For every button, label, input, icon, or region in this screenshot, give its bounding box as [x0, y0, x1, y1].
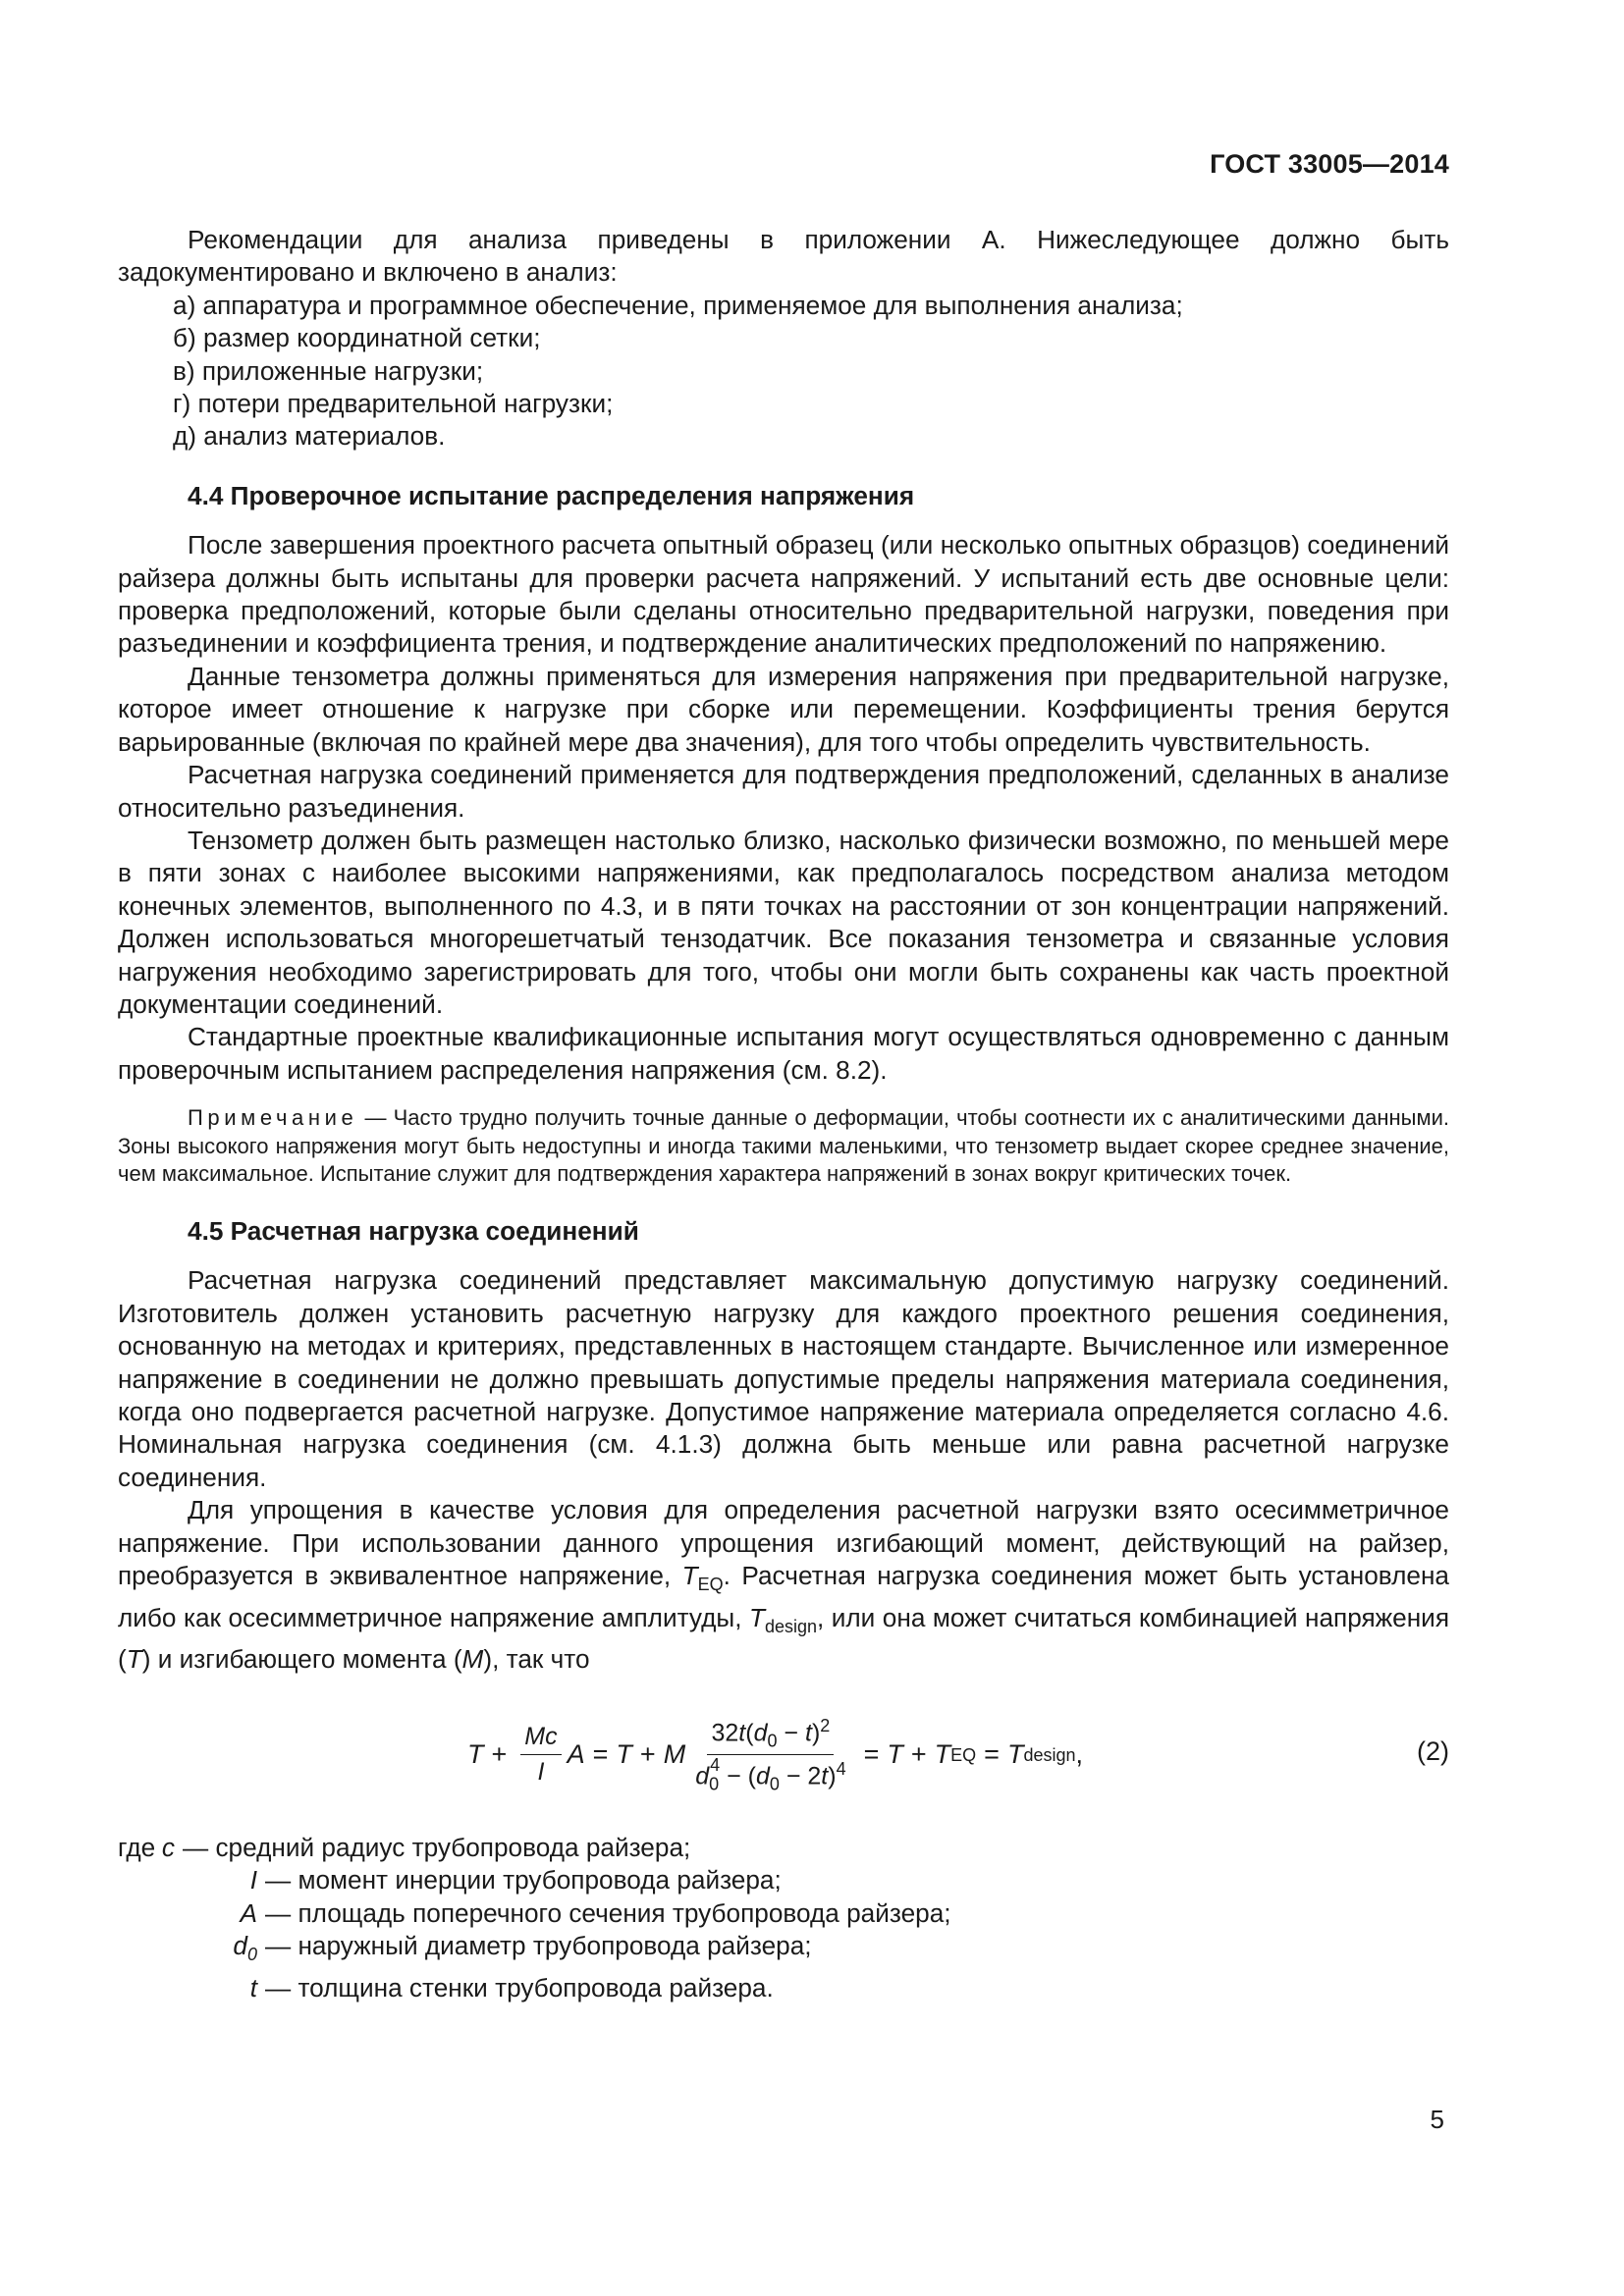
- note-label: Примечание: [188, 1105, 358, 1131]
- where-label: где: [118, 1832, 156, 1862]
- note-text: — Часто трудно получить точные данные о деформации, чтобы соотнести их с аналитическими данными. Зоны высокого напряжения могут быть недоступны и иногда такими маленькими, что тензометр выдает скорее среднее значение, чем максимальное. Испытание служит для подтверждения характера напряжений в зонах вокруг критических точек.: [118, 1105, 1449, 1187]
- symbol-description: — площадь поперечного сечения трубопровода райзера;: [265, 1897, 951, 1928]
- symbol-name: c: [161, 1832, 175, 1862]
- symbol-description: — момент инерции трубопровода райзера;: [265, 1865, 782, 1896]
- list-item: а) аппаратура и программное обеспечение, применяемое для выполнения анализа;: [173, 290, 1183, 320]
- intro-paragraph: Рекомендации для анализа приведены в приложении А. Нижеследующее должно быть задокументировано и включено в анализ:: [118, 225, 1449, 288]
- note-paragraph: [118, 1104, 1449, 1189]
- symbol-row: [118, 1832, 1449, 1864]
- standard-code-header: ГОСТ 33005—2014: [1210, 149, 1449, 179]
- fraction-bending-term: $\frac{32t(d_0 - t)^2}{d_0^4 - (d_0 - 2t)^4}$: [695, 1715, 846, 1794]
- list-item: д) анализ материалов.: [173, 421, 446, 452]
- section-4-4-paragraph: Данные тензометра должны применяться для измерения напряжения при предварительной нагрузке, которое имеет отношение к нагрузке при сборке или перемещении. Коэффициенты трения берутся варьированные (включая по крайней мере два значения), для того чтобы определить чувствительность.: [118, 661, 1449, 757]
- symbol-description: — средний радиус трубопровода райзера;: [183, 1832, 691, 1862]
- symbol-name: $d_0$: [233, 1930, 257, 1965]
- fraction-mc-over-i: $\frac{Mc}{I}$: [520, 1725, 561, 1785]
- symbol-row: [118, 1897, 1449, 1930]
- page-content: [118, 224, 1449, 2004]
- section-4-4-heading: 4.4 Проверочное испытание распределения напряжения: [188, 480, 915, 510]
- section-4-4-paragraph: Тензометр должен быть размещен настолько близко, насколько физически возможно, по меньшей мере в пяти зонах с наиболее высокими напряжениями, как предполагалось посредством анализа методом конечных элементов, выполненного по 4.3, и в пяти точках на расстоянии от зон концентрации напряжений. Должен использоваться многорешетчатый тензодатчик. Все показания тензометра и связанные условия нагружения необходимо зарегистрировать для того, чтобы они могли быть сохранены как часть проектной документации соединений.: [118, 825, 1449, 1019]
- symbol-row: [118, 1864, 1449, 1896]
- symbol-legend: [118, 1832, 1449, 2004]
- section-4-4-paragraph: Расчетная нагрузка соединений применяется для подтверждения предположений, сделанных в анализе относительно разъединения.: [118, 760, 1449, 823]
- symbol-name: t: [249, 1972, 257, 2002]
- list-item: в) приложенные нагрузки;: [173, 355, 484, 386]
- list-item: б) размер координатной сетки;: [173, 323, 541, 353]
- section-4-5-paragraph-with-symbols: Для упрощения в качестве условия для определения расчетной нагрузки взято осесимметричное напряжение. При использовании данного упрощения изгибающий момент, действующий на райзер, преобразуется в эквивалентное напряжение, $T_{EQ}$. Расчетная нагрузка соединения может быть установлена либо как осесимметричное напряжение амплитуды, $T_{design}$, или она может считаться комбинацией напряжения (T) и изгибающего момента (M), так что: [118, 1495, 1449, 1675]
- section-4-5-heading: 4.5 Расчетная нагрузка соединений: [188, 1215, 639, 1246]
- page-number: 5: [1430, 2105, 1444, 2134]
- symbol-name: I: [249, 1865, 257, 1896]
- section-4-4-paragraph: После завершения проектного расчета опытный образец (или несколько опытных образцов) соединений райзера должны быть испытаны для проверки расчета напряжений. У испытаний есть две основные цели: проверка предположений, которые были сделаны относительно предварительной нагрузки, поведения при разъединении и коэффициента трения, и подтверждение аналитических предположений по напряжению.: [118, 530, 1449, 659]
- symbol-name: A: [240, 1897, 257, 1928]
- equation-body: T + $\frac{Mc}{I}$ A = T + M $\frac{32t(d_0 - t)^2}{d_0^4 - (d_0 - 2t)^4}$ = T + T EQ = T design ,: [467, 1715, 1083, 1794]
- section-4-5-paragraph: Расчетная нагрузка соединений представляет максимальную допустимую нагрузку соединений. Изготовитель должен установить расчетную нагрузку для каждого проектного решения соединения, основанную на методах и критериях, представленных в настоящем стандарте. Вычисленное или измеренное напряжение в соединении не должно превышать допустимые пределы напряжения материала соединения, когда оно подвергается расчетной нагрузке. Допустимое напряжение материала определяется согласно 4.6. Номинальная нагрузка соединения (см. 4.1.3) должна быть меньше или равна расчетной нагрузке соединения.: [118, 1265, 1449, 1492]
- symbol-row: [118, 1972, 1449, 2004]
- equation-2: [118, 1700, 1449, 1808]
- symbol-description: — толщина стенки трубопровода райзера.: [265, 1972, 774, 2002]
- equation-number: (2): [1417, 1735, 1449, 1766]
- list-item: г) потери предварительной нагрузки;: [173, 389, 614, 419]
- section-4-4-paragraph: Стандартные проектные квалификационные испытания могут осуществляться одновременно с данным проверочным испытанием распределения напряжения (см. 8.2).: [118, 1022, 1449, 1085]
- symbol-row: [118, 1930, 1449, 1972]
- symbol-description: — наружный диаметр трубопровода райзера;: [265, 1930, 812, 1960]
